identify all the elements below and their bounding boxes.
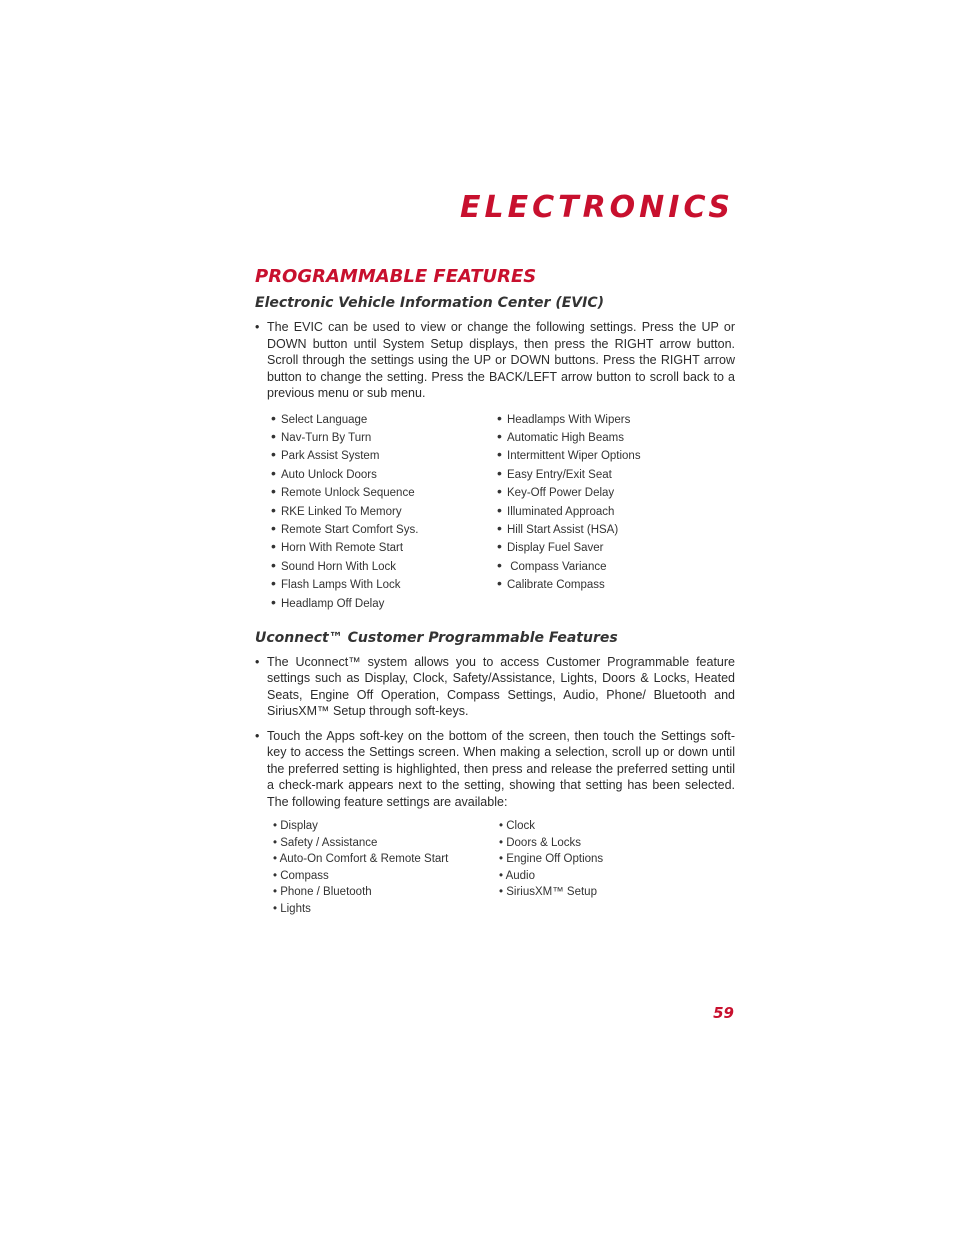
evic-settings-right-column	[497, 410, 727, 612]
list-item	[499, 884, 729, 900]
list-item	[273, 901, 499, 917]
list-item	[497, 410, 727, 428]
list-item	[271, 483, 497, 501]
list-item	[497, 446, 727, 464]
list-item-text: • SiriusXM™ Setup	[499, 886, 597, 899]
list-item	[273, 835, 499, 851]
list-item	[497, 520, 727, 538]
bullet-icon: •	[271, 519, 276, 536]
list-item-text: • Auto-On Comfort & Remote Start	[273, 853, 449, 866]
bullet-icon: •	[497, 483, 502, 500]
bullet-icon: •	[271, 446, 276, 463]
list-item	[273, 851, 499, 867]
uconnect-paragraph-1	[255, 654, 735, 720]
list-item-text: Compass Variance	[507, 560, 607, 573]
list-item-text: Park Assist System	[281, 450, 380, 463]
bullet-icon: •	[271, 409, 276, 426]
list-item	[497, 428, 727, 446]
list-item-text: • Doors & Locks	[499, 836, 581, 849]
evic-paragraph-text: The EVIC can be used to view or change the following settings. Press the UP or DOWN button until System Setup displays, then press the RIGHT arrow button. Scroll through the settings using the UP or DOWN buttons. Press the RIGHT arrow button to change the setting. Press the BACK/LEFT arrow button to scroll back to a previous menu or sub menu.	[267, 320, 735, 400]
list-item-text: Illuminated Approach	[507, 505, 615, 518]
bullet-icon: •	[497, 556, 502, 573]
uconnect-subheading: Uconnect™ Customer Programmable Features	[255, 629, 618, 646]
list-item	[497, 483, 727, 501]
bullet-icon: •	[271, 501, 276, 518]
list-item-text: RKE Linked To Memory	[281, 505, 402, 518]
list-item	[271, 502, 497, 520]
bullet-icon: •	[271, 575, 276, 592]
list-item-text: Headlamps With Wipers	[507, 413, 631, 426]
list-item	[273, 868, 499, 884]
list-item-text: Calibrate Compass	[507, 579, 605, 592]
list-item	[271, 428, 497, 446]
list-item-text: Auto Unlock Doors	[281, 468, 377, 481]
list-item-text: Sound Horn With Lock	[281, 560, 397, 573]
uconnect-section	[255, 630, 735, 917]
list-item-text: Automatic High Beams	[507, 431, 624, 444]
bullet-icon: •	[271, 427, 276, 444]
evic-settings-list	[271, 410, 735, 612]
evic-settings-left-column	[271, 410, 497, 612]
list-item-text: • Display	[273, 820, 318, 833]
list-item-text: Hill Start Assist (HSA)	[507, 523, 619, 536]
list-item	[497, 575, 727, 593]
list-item-text: Intermittent Wiper Options	[507, 450, 641, 463]
uconnect-paragraph-2-text: Touch the Apps soft-key on the bottom of the screen, then touch the Settings soft-key to access the Settings screen. When making a selection, scroll up or down until the preferred setting is highlighted, then press and release the preferred setting until a check-mark appears next to the setting, showing that setting has been selected. The following feature settings are available:	[267, 728, 735, 809]
bullet-icon: •	[255, 728, 260, 743]
list-item	[497, 502, 727, 520]
list-item	[499, 851, 729, 867]
bullet-icon: •	[271, 538, 276, 555]
bullet-icon: •	[497, 446, 502, 463]
bullet-icon: •	[271, 483, 276, 500]
bullet-icon: •	[497, 409, 502, 426]
bullet-icon: •	[497, 538, 502, 555]
list-item-text: • Compass	[273, 869, 329, 882]
list-item-text: • Safety / Assistance	[273, 836, 378, 849]
list-item-text: Key-Off Power Delay	[507, 487, 615, 500]
content-area	[255, 266, 735, 917]
uconnect-paragraph-1-text: The Uconnect™ system allows you to access Customer Programmable feature settings such as Display, Clock, Safety/Assistance, Lights, Doors & Locks, Heated Seats, Engine Off Operation, Compass Settings, Audio, Phone/ Bluetooth and SiriusXM™ Setup through soft-keys.	[267, 654, 735, 719]
list-item	[271, 520, 497, 538]
bullet-icon: •	[497, 575, 502, 592]
list-item	[271, 446, 497, 464]
list-item-text: • Clock	[499, 820, 535, 833]
bullet-icon: •	[497, 519, 502, 536]
list-item-text: Headlamp Off Delay	[281, 597, 385, 610]
list-item-text: Remote Start Comfort Sys.	[281, 523, 419, 536]
list-item	[271, 557, 497, 575]
uconnect-settings-left-column	[273, 818, 499, 916]
bullet-icon: •	[271, 464, 276, 481]
bullet-icon: •	[497, 427, 502, 444]
bullet-icon: •	[497, 464, 502, 481]
list-item-text: Easy Entry/Exit Seat	[507, 468, 612, 481]
list-item	[271, 575, 497, 593]
list-item-text: • Phone / Bluetooth	[273, 886, 372, 899]
list-item	[273, 818, 499, 834]
uconnect-settings-right-column	[499, 818, 729, 916]
list-item	[271, 538, 497, 556]
list-item	[271, 594, 497, 612]
bullet-icon: •	[255, 654, 260, 669]
page-heading: PROGRAMMABLE FEATURES	[255, 266, 537, 287]
section-title: ELECTRONICS	[459, 190, 734, 225]
list-item	[271, 465, 497, 483]
list-item	[273, 884, 499, 900]
list-item-text: Select Language	[281, 413, 368, 426]
list-item-text: Flash Lamps With Lock	[281, 579, 401, 592]
list-item	[497, 557, 727, 575]
list-item	[499, 868, 729, 884]
list-item-text: Nav-Turn By Turn	[281, 431, 372, 444]
page-number: 59	[713, 1004, 734, 1022]
list-item	[497, 465, 727, 483]
list-item	[271, 410, 497, 428]
list-item-text: Horn With Remote Start	[281, 542, 404, 555]
bullet-icon: •	[255, 320, 260, 334]
list-item-text: • Audio	[499, 869, 535, 882]
list-item	[497, 538, 727, 556]
list-item-text: Display Fuel Saver	[507, 542, 604, 555]
bullet-icon: •	[271, 593, 276, 610]
uconnect-settings-list	[273, 818, 735, 916]
list-item	[499, 835, 729, 851]
list-item-text: Remote Unlock Sequence	[281, 487, 415, 500]
evic-subheading: Electronic Vehicle Information Center (EVIC)	[255, 295, 605, 311]
list-item	[499, 818, 729, 834]
uconnect-paragraph-2	[255, 728, 735, 811]
bullet-icon: •	[271, 556, 276, 573]
list-item-text: • Lights	[273, 902, 311, 915]
list-item-text: • Engine Off Options	[499, 853, 604, 866]
bullet-icon: •	[497, 501, 502, 518]
evic-paragraph	[255, 319, 735, 402]
